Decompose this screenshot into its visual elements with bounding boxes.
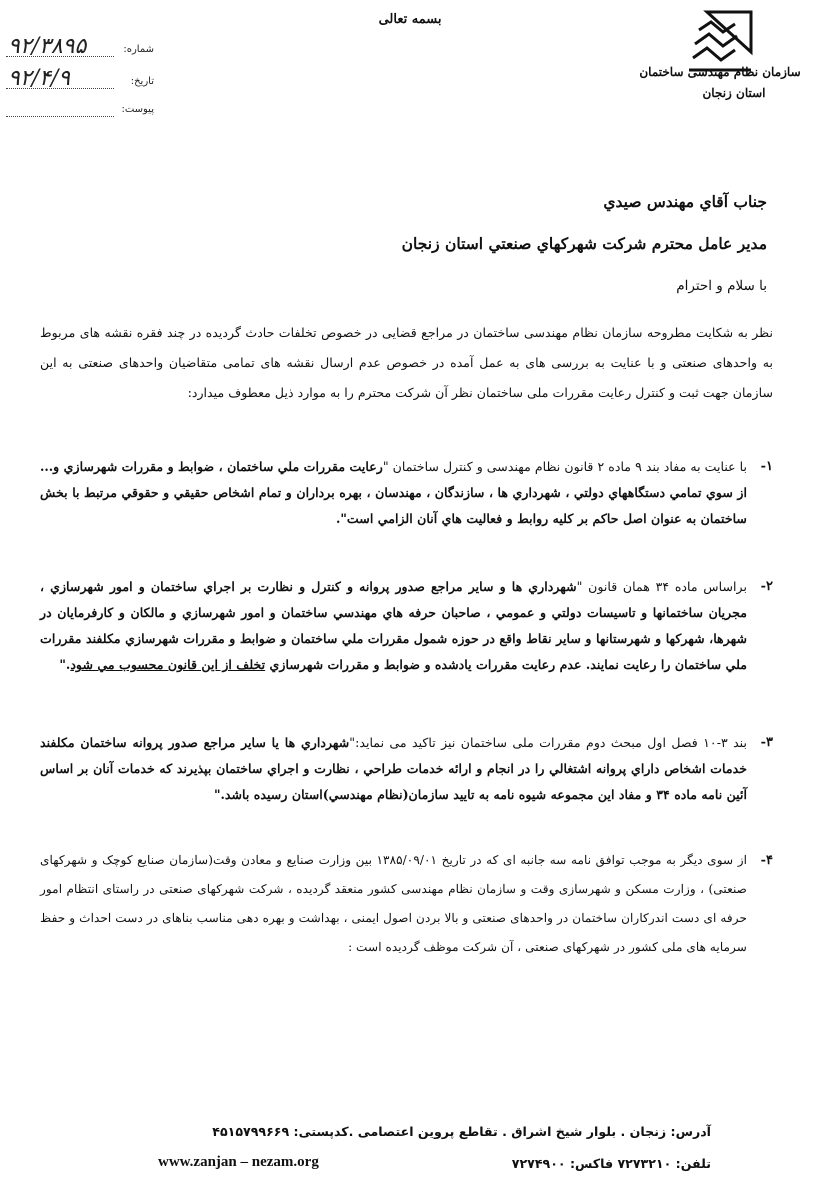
letter-attachment-field [6, 100, 156, 120]
item-body [40, 579, 747, 672]
footer-address: آدرس: زنجان . بلوار شیخ اشراق . تقاطع پروین اعتصامی .کدپستی: ۴۵۱۵۷۹۹۶۶۹ [212, 1124, 711, 1139]
number-handwritten-value: ۹۲/۳۸۹۵ [8, 34, 87, 59]
letter-date-field [6, 66, 156, 92]
list-item [40, 846, 773, 962]
attachment-dotted-line [6, 116, 114, 117]
item-underlined-emphasis: تخلف از اين قانون محسوب مي شود [70, 657, 266, 672]
item-lead: براساس ماده ۳۴ همان قانون " [576, 579, 747, 594]
item-emphasis: شهرداري ها و ساير مراجع صدور پروانه و كنترل و نظارت بر اجراي ساختمان و امور شهرسازي ، مجريان ساختمانها و تاسيسات دولتي و عمومي ، صاحبان حرفه هاي مهندسي ساختمان و امور شهرسازي و مالكان و كارفرمايان در شهرها، شهركها و شهرستانها و ساير نقاط واقع در حوزه شمول مقررات ملي ساختمان و ضوابط و مقررات شهرسازي مكلفند مقررات ملي ساختمان را رعايت نمايند. عدم رعايت مقررات يادشده و ضوابط و مقررات شهرسازي [40, 579, 747, 672]
list-item [40, 574, 773, 730]
item-lead: بند ۳-۱۰ فصل اول مبحث دوم مقررات ملی ساختمان نیز تاکید می نماید:" [349, 735, 747, 750]
item-body [40, 735, 747, 802]
item-number: ۲- [760, 579, 773, 594]
numbered-items-list [40, 454, 773, 962]
attachment-label: پیوست: [121, 104, 154, 115]
organization-name: سازمان نظام مهندسی ساختمان [639, 65, 801, 79]
organization-province: استان زنجان [702, 86, 766, 100]
intro-paragraph: نظر به شکایت مطروحه سازمان نظام مهندسی ساختمان در مراجع قضایی در خصوص تخلفات حادث گردیده در چند فقره نقشه های مربوط به واحدهای صنعتی و با عنایت به بررسی های به عمل آمده در خصوص عدم ارسال نقشه های تمامی متقاضیان واحدهای صنعتی به این سازمان جهت ثبت و کنترل رعایت مقررات ملی ساختمان نظر آن شرکت محترم را به موارد ذیل معطوف میدارد: [40, 325, 773, 400]
footer-phone-fax: تلفن: ۷۲۷۳۲۱۰ فاکس: ۷۲۷۴۹۰۰ [511, 1156, 711, 1171]
item-lead: با عنایت به مفاد بند ۹ ماده ۲ قانون نظام مهندسی و کنترل ساختمان " [382, 459, 748, 474]
list-item [40, 730, 773, 846]
greeting: با سلام و احترام [676, 278, 767, 294]
item-number: ۱- [760, 459, 773, 474]
item-emphasis: شهرداري ها يا ساير مراجع صدور پروانه ساختمان مكلفند خدمات اشخاص داراي پروانه اشتغالي را در انجام و ارائه خدمات طراحي ، نظارت و اجراي ساختمان بپذيرند كه خدمات آنان بر اساس آئين نامه ماده ۳۴ و مفاد اين مجموعه شيوه نامه به تاييد سازمان(نظام مهندسي)استان رسيده باشد." [40, 735, 747, 802]
item-number: ۳- [760, 735, 773, 750]
number-label: شماره: [123, 44, 154, 55]
item-body: از سوی دیگر به موجب توافق نامه سه جانبه ای که در تاریخ ۱۳۸۵/۰۹/۰۱ بین وزارت صنایع و معادن وقت(سازمان صنایع کوچک و شهرکهای صنعتی) ، وزارت مسکن و شهرسازی وقت و سازمان نظام مهندسی کشور منعقد گردیده ، شرکت شهرکهای صنعتی در راستای انتظام امور حرفه ای دست اندرکاران ساختمان در واحدهای صنعتی و بالا بردن اصول ایمنی ، بهداشت و بهره دهی مناسب بناهای در دست احداث و حفظ سرمایه های ملی کشور در شهرکهای صنعتی ، آن شرکت موظف گردیده است : [40, 853, 747, 954]
addressee-name: جناب آقاي مهندس صيدي [603, 192, 767, 211]
addressee-title: مدير عامل محترم شركت شهركهاي صنعتي استان زنجان [401, 234, 767, 253]
item-tail: ." [59, 657, 71, 672]
item-emphasis: رعايت مقررات ملي ساختمان ، ضوابط و مقررات شهرسازي و... از سوي تمامي دستگاههاي دولتي ، شهرداري ها ، سازندگان ، مهندسان ، بهره برداران و تمام اشخاص حقيقي و حقوقي مرتبط با بخش ساختمان به عنوان اصل حاكم بر كليه روابط و فعاليت هاي آنان الزامي است". [40, 459, 747, 526]
date-handwritten-value: ۹۲/۴/۹ [8, 66, 71, 91]
footer-website-link[interactable]: www.zanjan – nezam.org [158, 1154, 319, 1170]
list-item [40, 454, 773, 574]
item-body [40, 459, 747, 526]
item-number: ۴- [760, 853, 773, 868]
letter-number-field [6, 34, 156, 60]
date-label: تاریخ: [130, 76, 154, 87]
bismillah-heading: بسمه تعالی [378, 12, 442, 27]
